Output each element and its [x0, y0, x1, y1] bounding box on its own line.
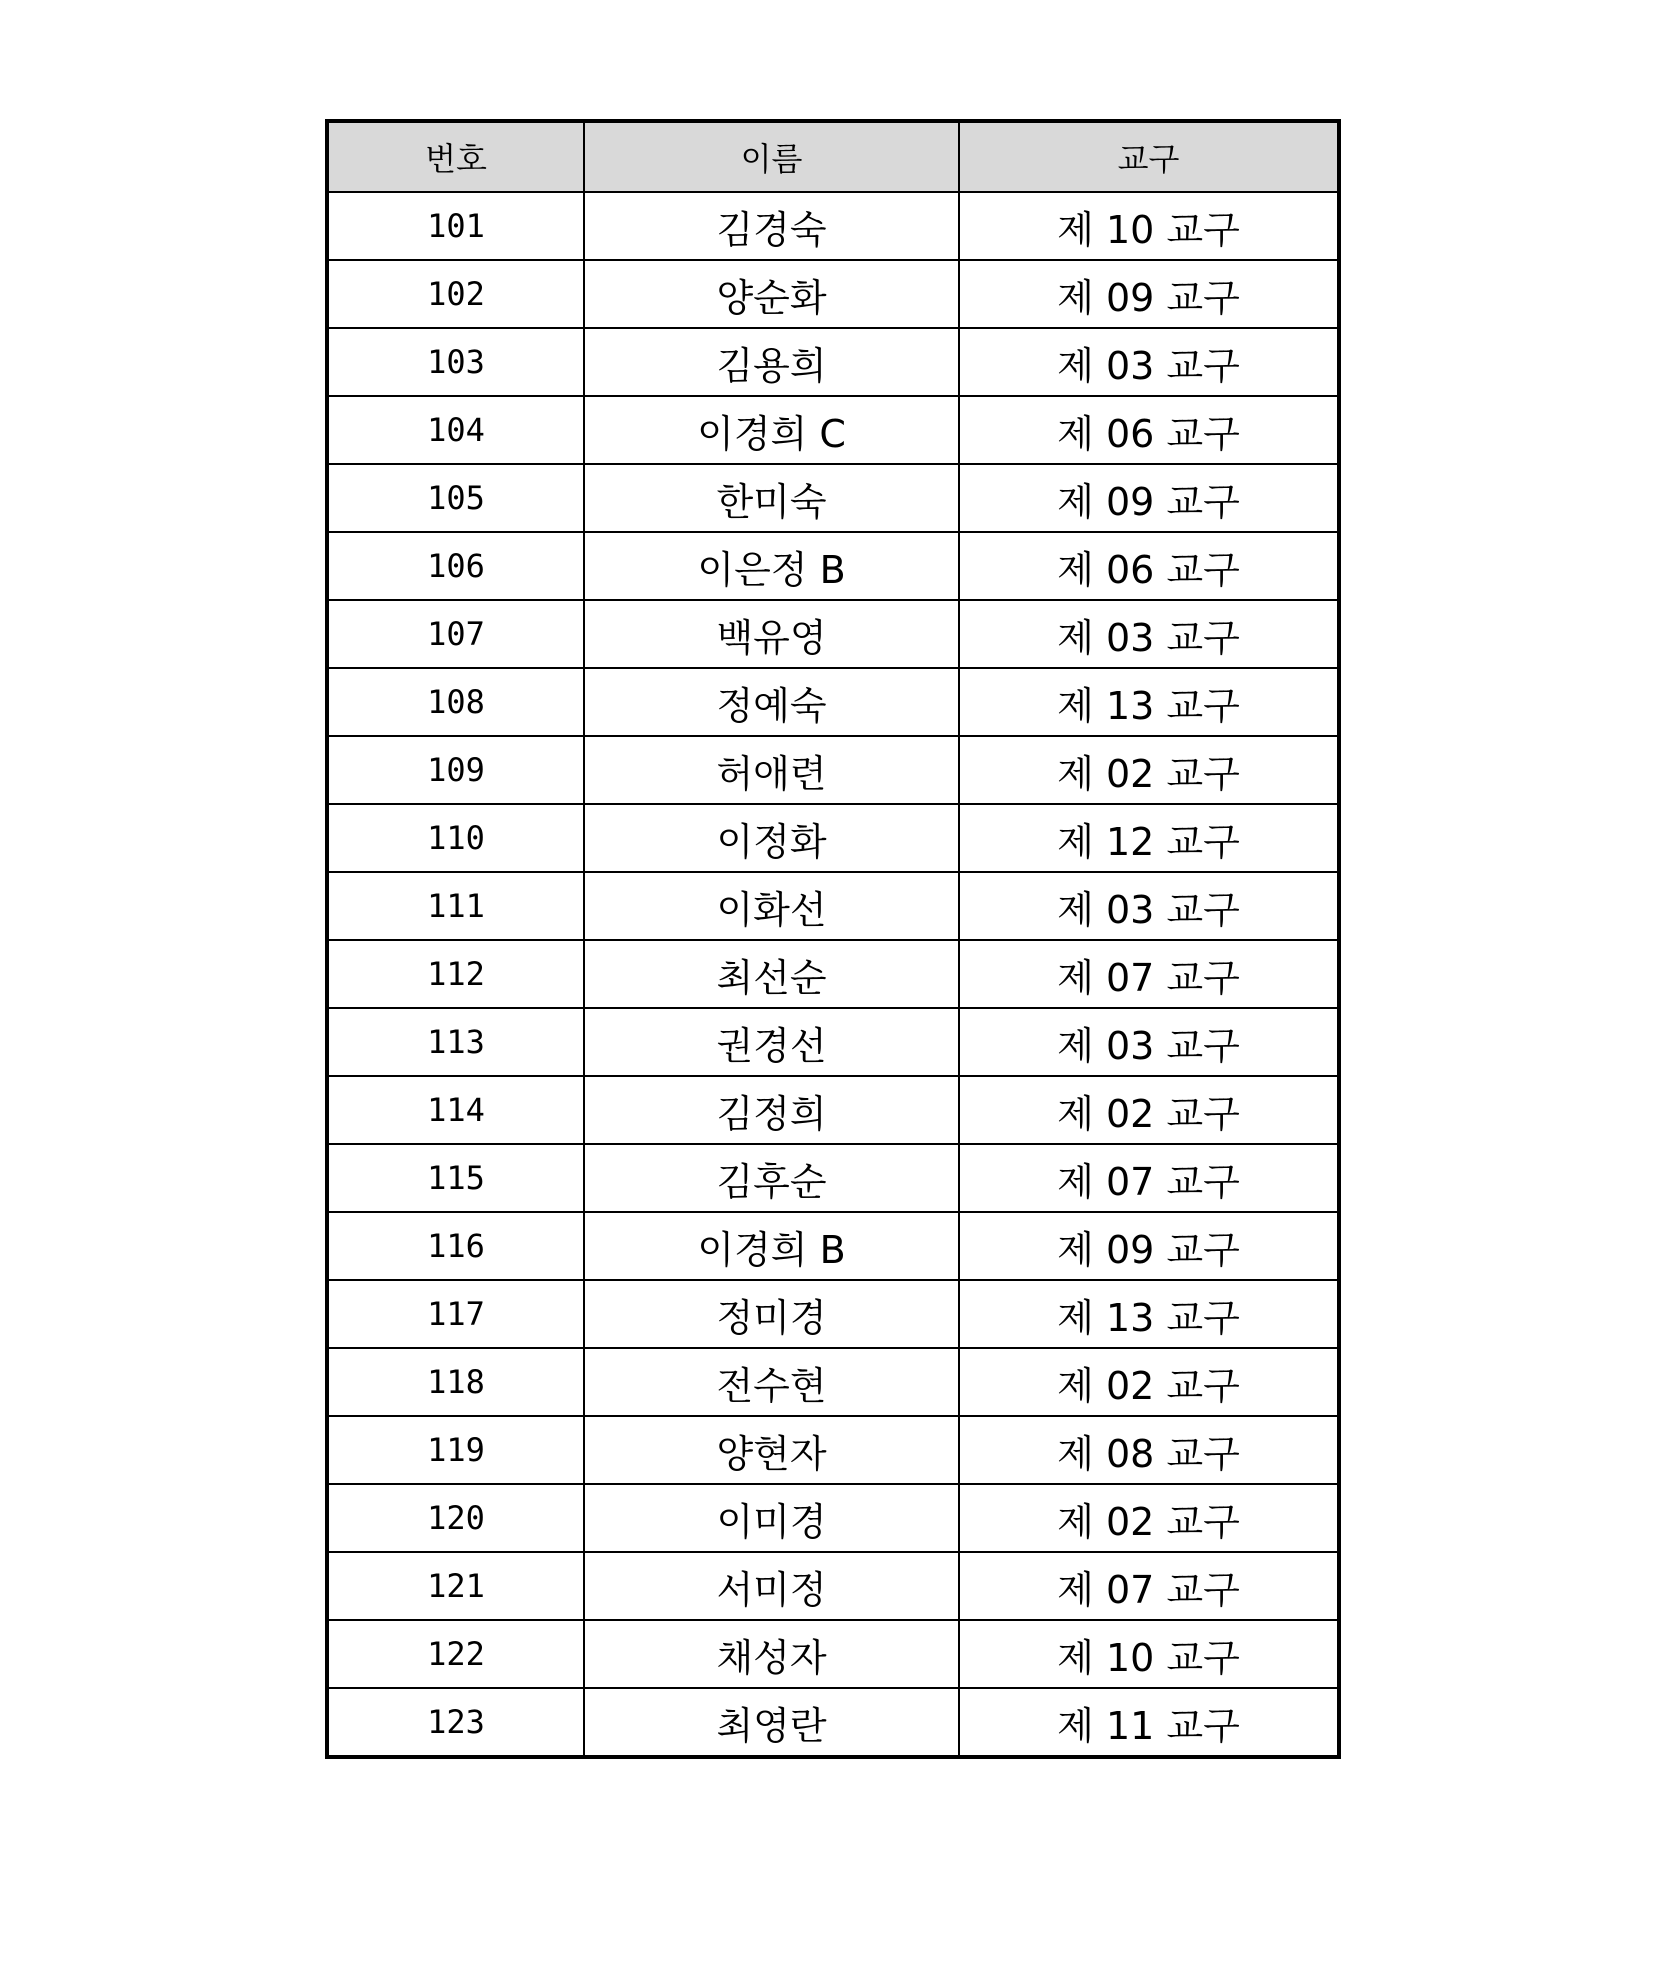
table-row — [327, 1280, 1339, 1348]
row-district-cell: 제 08 교구 — [959, 1416, 1339, 1484]
table-row — [327, 1552, 1339, 1620]
table-row — [327, 1416, 1339, 1484]
row-name-cell: 한미숙 — [584, 464, 959, 532]
row-name-cell: 전수현 — [584, 1348, 959, 1416]
row-number-cell: 114 — [327, 1076, 584, 1144]
row-district-cell: 제 10 교구 — [959, 192, 1339, 260]
row-name-cell: 정미경 — [584, 1280, 959, 1348]
table-row — [327, 1212, 1339, 1280]
row-district-cell: 제 09 교구 — [959, 1212, 1339, 1280]
table-row — [327, 872, 1339, 940]
row-number-cell: 122 — [327, 1620, 584, 1688]
row-number-cell: 117 — [327, 1280, 584, 1348]
row-number-cell: 109 — [327, 736, 584, 804]
row-district-cell: 제 07 교구 — [959, 1144, 1339, 1212]
table-row — [327, 668, 1339, 736]
table-row — [327, 1076, 1339, 1144]
row-district-cell: 제 03 교구 — [959, 328, 1339, 396]
row-name-cell: 이화선 — [584, 872, 959, 940]
row-name-cell: 최영란 — [584, 1688, 959, 1757]
row-name-cell: 이경희 B — [584, 1212, 959, 1280]
member-roster-table — [325, 119, 1341, 1759]
row-name-cell: 이정화 — [584, 804, 959, 872]
row-district-cell: 제 06 교구 — [959, 396, 1339, 464]
table-row — [327, 396, 1339, 464]
row-name-cell: 양현자 — [584, 1416, 959, 1484]
table-row — [327, 804, 1339, 872]
row-name-cell: 김경숙 — [584, 192, 959, 260]
table-row — [327, 940, 1339, 1008]
row-number-cell: 120 — [327, 1484, 584, 1552]
row-name-cell: 권경선 — [584, 1008, 959, 1076]
row-district-cell: 제 09 교구 — [959, 464, 1339, 532]
row-number-cell: 118 — [327, 1348, 584, 1416]
row-number-cell: 101 — [327, 192, 584, 260]
row-name-cell: 양순화 — [584, 260, 959, 328]
row-number-cell: 110 — [327, 804, 584, 872]
row-district-cell: 제 07 교구 — [959, 940, 1339, 1008]
row-name-cell: 서미정 — [584, 1552, 959, 1620]
row-number-cell: 104 — [327, 396, 584, 464]
table-row — [327, 328, 1339, 396]
row-name-cell: 허애련 — [584, 736, 959, 804]
row-name-cell: 김용희 — [584, 328, 959, 396]
row-district-cell: 제 02 교구 — [959, 1076, 1339, 1144]
table-row — [327, 192, 1339, 260]
row-name-cell: 이경희 C — [584, 396, 959, 464]
row-number-cell: 103 — [327, 328, 584, 396]
row-name-cell: 정예숙 — [584, 668, 959, 736]
table-row — [327, 736, 1339, 804]
table-row — [327, 1688, 1339, 1757]
row-name-cell: 채성자 — [584, 1620, 959, 1688]
table-body — [327, 192, 1339, 1757]
row-district-cell: 제 03 교구 — [959, 1008, 1339, 1076]
row-district-cell: 제 07 교구 — [959, 1552, 1339, 1620]
row-number-cell: 108 — [327, 668, 584, 736]
row-name-cell: 최선순 — [584, 940, 959, 1008]
row-district-cell: 제 03 교구 — [959, 600, 1339, 668]
table-row — [327, 532, 1339, 600]
row-district-cell: 제 13 교구 — [959, 1280, 1339, 1348]
row-district-cell: 제 02 교구 — [959, 736, 1339, 804]
header-row — [327, 121, 1339, 192]
row-name-cell: 백유영 — [584, 600, 959, 668]
row-number-cell: 106 — [327, 532, 584, 600]
row-district-cell: 제 02 교구 — [959, 1484, 1339, 1552]
row-district-cell: 제 02 교구 — [959, 1348, 1339, 1416]
row-number-cell: 102 — [327, 260, 584, 328]
table-row — [327, 464, 1339, 532]
table-header — [327, 121, 1339, 192]
table-row — [327, 260, 1339, 328]
table-row — [327, 1348, 1339, 1416]
row-district-cell: 제 09 교구 — [959, 260, 1339, 328]
row-district-cell: 제 12 교구 — [959, 804, 1339, 872]
row-number-cell: 105 — [327, 464, 584, 532]
header-name: 이름 — [584, 121, 959, 192]
row-name-cell: 김후순 — [584, 1144, 959, 1212]
table-row — [327, 1008, 1339, 1076]
table-row — [327, 1144, 1339, 1212]
row-number-cell: 112 — [327, 940, 584, 1008]
row-number-cell: 107 — [327, 600, 584, 668]
row-district-cell: 제 10 교구 — [959, 1620, 1339, 1688]
row-number-cell: 119 — [327, 1416, 584, 1484]
row-number-cell: 123 — [327, 1688, 584, 1757]
header-district: 교구 — [959, 121, 1339, 192]
row-number-cell: 115 — [327, 1144, 584, 1212]
row-district-cell: 제 13 교구 — [959, 668, 1339, 736]
row-number-cell: 111 — [327, 872, 584, 940]
table-row — [327, 1620, 1339, 1688]
header-number: 번호 — [327, 121, 584, 192]
row-name-cell: 이은정 B — [584, 532, 959, 600]
row-number-cell: 121 — [327, 1552, 584, 1620]
row-number-cell: 116 — [327, 1212, 584, 1280]
row-name-cell: 김정희 — [584, 1076, 959, 1144]
table-row — [327, 1484, 1339, 1552]
row-number-cell: 113 — [327, 1008, 584, 1076]
row-district-cell: 제 06 교구 — [959, 532, 1339, 600]
row-district-cell: 제 11 교구 — [959, 1688, 1339, 1757]
row-name-cell: 이미경 — [584, 1484, 959, 1552]
row-district-cell: 제 03 교구 — [959, 872, 1339, 940]
table-row — [327, 600, 1339, 668]
